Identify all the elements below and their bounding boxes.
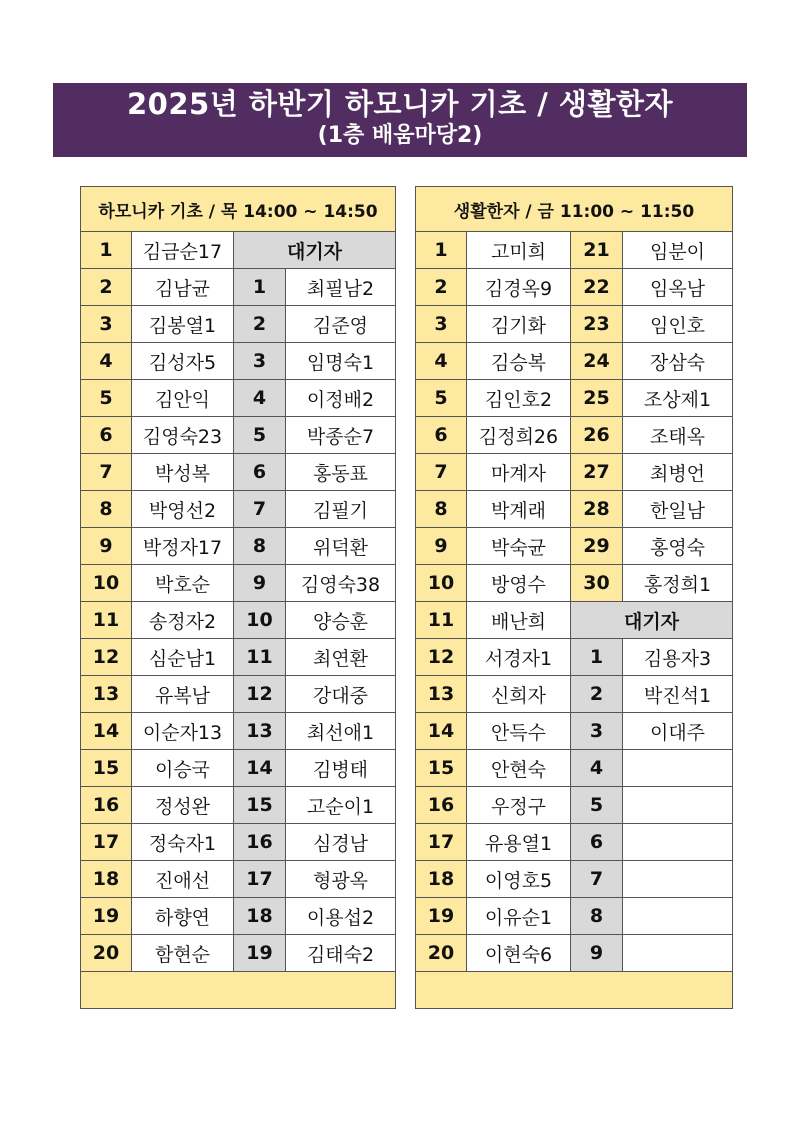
student-number: 30 — [571, 565, 623, 602]
table-row — [416, 491, 733, 528]
waitlist-name: 김영숙38 — [286, 565, 396, 602]
student-name: 김인호2 — [467, 380, 571, 417]
student-name: 김성자5 — [132, 343, 234, 380]
student-number: 10 — [416, 565, 467, 602]
waitlist-label: 대기자 — [571, 602, 733, 639]
student-number: 17 — [416, 824, 467, 861]
table-row — [416, 454, 733, 491]
waitlist-name: 최필남2 — [286, 269, 396, 306]
student-name: 장삼숙 — [623, 343, 733, 380]
table-row — [81, 935, 396, 972]
table-row — [81, 602, 396, 639]
table-row — [416, 713, 733, 750]
waitlist-name — [623, 935, 733, 972]
student-name: 박계래 — [467, 491, 571, 528]
student-name: 최병언 — [623, 454, 733, 491]
student-number: 26 — [571, 417, 623, 454]
student-number: 21 — [571, 232, 623, 269]
student-name: 박성복 — [132, 454, 234, 491]
waitlist-name: 최선애1 — [286, 713, 396, 750]
student-name: 방영수 — [467, 565, 571, 602]
student-number: 18 — [81, 861, 132, 898]
waitlist-name: 심경남 — [286, 824, 396, 861]
waitlist-number: 4 — [571, 750, 623, 787]
student-number: 23 — [571, 306, 623, 343]
student-name: 조태옥 — [623, 417, 733, 454]
student-number: 5 — [416, 380, 467, 417]
waitlist-number: 16 — [234, 824, 286, 861]
table-footer-row — [416, 972, 733, 1009]
waitlist-label: 대기자 — [234, 232, 396, 269]
waitlist-number: 7 — [571, 861, 623, 898]
table-footer — [81, 972, 396, 1009]
table-row — [416, 528, 733, 565]
student-number: 11 — [81, 602, 132, 639]
class-header: 생활한자 / 금 11:00 ~ 11:50 — [416, 187, 733, 232]
student-number: 16 — [81, 787, 132, 824]
waitlist-number: 6 — [234, 454, 286, 491]
waitlist-name: 박진석1 — [623, 676, 733, 713]
student-name: 이승국 — [132, 750, 234, 787]
table-row — [416, 676, 733, 713]
student-number: 1 — [416, 232, 467, 269]
student-number: 11 — [416, 602, 467, 639]
table-row — [416, 898, 733, 935]
waitlist-name: 양승훈 — [286, 602, 396, 639]
waitlist-number: 17 — [234, 861, 286, 898]
table-row — [81, 269, 396, 306]
student-name: 정숙자1 — [132, 824, 234, 861]
student-number: 13 — [416, 676, 467, 713]
waitlist-name — [623, 824, 733, 861]
waitlist-name: 김태숙2 — [286, 935, 396, 972]
student-number: 2 — [81, 269, 132, 306]
student-number: 24 — [571, 343, 623, 380]
hanja-schedule-table — [415, 186, 733, 1009]
waitlist-number: 5 — [234, 417, 286, 454]
waitlist-number: 12 — [234, 676, 286, 713]
student-number: 19 — [81, 898, 132, 935]
table-row — [81, 787, 396, 824]
student-name: 조상제1 — [623, 380, 733, 417]
student-name: 박숙균 — [467, 528, 571, 565]
student-number: 15 — [416, 750, 467, 787]
waitlist-number: 2 — [571, 676, 623, 713]
waitlist-name: 홍동표 — [286, 454, 396, 491]
student-name: 김안익 — [132, 380, 234, 417]
student-number: 4 — [416, 343, 467, 380]
student-name: 함현순 — [132, 935, 234, 972]
waitlist-name: 김준영 — [286, 306, 396, 343]
waitlist-name: 김필기 — [286, 491, 396, 528]
student-number: 15 — [81, 750, 132, 787]
harmonica-schedule-table — [80, 186, 396, 1009]
student-number: 28 — [571, 491, 623, 528]
student-name: 김승복 — [467, 343, 571, 380]
student-name: 신희자 — [467, 676, 571, 713]
student-name: 김영숙23 — [132, 417, 234, 454]
table-row — [81, 676, 396, 713]
table-header-row — [416, 187, 733, 232]
table-row — [81, 861, 396, 898]
student-name: 임옥남 — [623, 269, 733, 306]
student-number: 3 — [416, 306, 467, 343]
table-row — [416, 602, 733, 639]
table-row — [81, 639, 396, 676]
student-name: 홍정희1 — [623, 565, 733, 602]
table-row — [81, 306, 396, 343]
student-number: 4 — [81, 343, 132, 380]
student-number: 10 — [81, 565, 132, 602]
student-number: 17 — [81, 824, 132, 861]
waitlist-number: 13 — [234, 713, 286, 750]
student-number: 14 — [416, 713, 467, 750]
student-name: 배난희 — [467, 602, 571, 639]
student-number: 19 — [416, 898, 467, 935]
waitlist-name — [623, 750, 733, 787]
student-number: 6 — [81, 417, 132, 454]
student-name: 안현숙 — [467, 750, 571, 787]
waitlist-number: 1 — [571, 639, 623, 676]
waitlist-name: 강대중 — [286, 676, 396, 713]
student-number: 2 — [416, 269, 467, 306]
student-number: 27 — [571, 454, 623, 491]
table-row — [416, 935, 733, 972]
student-name: 한일남 — [623, 491, 733, 528]
waitlist-number: 3 — [234, 343, 286, 380]
student-number: 14 — [81, 713, 132, 750]
student-name: 박정자17 — [132, 528, 234, 565]
student-name: 박영선2 — [132, 491, 234, 528]
table-row — [81, 750, 396, 787]
student-number: 7 — [416, 454, 467, 491]
student-name: 우정구 — [467, 787, 571, 824]
waitlist-name: 임명숙1 — [286, 343, 396, 380]
student-name: 김남균 — [132, 269, 234, 306]
waitlist-number: 14 — [234, 750, 286, 787]
table-row — [416, 750, 733, 787]
student-name: 김정희26 — [467, 417, 571, 454]
table-row — [81, 898, 396, 935]
table-row — [81, 824, 396, 861]
student-number: 8 — [416, 491, 467, 528]
student-number: 3 — [81, 306, 132, 343]
table-row — [416, 306, 733, 343]
table-footer-row — [81, 972, 396, 1009]
student-number: 9 — [81, 528, 132, 565]
student-name: 안득수 — [467, 713, 571, 750]
table-row — [81, 417, 396, 454]
class-header: 하모니카 기초 / 목 14:00 ~ 14:50 — [81, 187, 396, 232]
student-name: 이순자13 — [132, 713, 234, 750]
student-name: 정성완 — [132, 787, 234, 824]
student-number: 6 — [416, 417, 467, 454]
table-row — [416, 861, 733, 898]
student-number: 12 — [416, 639, 467, 676]
student-name: 김금순17 — [132, 232, 234, 269]
student-name: 홍영숙 — [623, 528, 733, 565]
table-row — [81, 713, 396, 750]
waitlist-number: 4 — [234, 380, 286, 417]
student-number: 9 — [416, 528, 467, 565]
student-number: 20 — [81, 935, 132, 972]
waitlist-number: 8 — [571, 898, 623, 935]
table-row — [416, 343, 733, 380]
table-row — [416, 824, 733, 861]
student-number: 13 — [81, 676, 132, 713]
waitlist-name — [623, 861, 733, 898]
table-row — [416, 380, 733, 417]
waitlist-number: 5 — [571, 787, 623, 824]
waitlist-name: 김용자3 — [623, 639, 733, 676]
table-row — [81, 528, 396, 565]
student-name: 이유순1 — [467, 898, 571, 935]
student-number: 7 — [81, 454, 132, 491]
waitlist-number: 8 — [234, 528, 286, 565]
waitlist-name: 위덕환 — [286, 528, 396, 565]
table-row — [416, 639, 733, 676]
table-row — [416, 269, 733, 306]
waitlist-name: 최연환 — [286, 639, 396, 676]
student-number: 29 — [571, 528, 623, 565]
waitlist-number: 7 — [234, 491, 286, 528]
student-number: 20 — [416, 935, 467, 972]
student-name: 김기화 — [467, 306, 571, 343]
student-name: 유용열1 — [467, 824, 571, 861]
waitlist-number: 18 — [234, 898, 286, 935]
student-name: 임분이 — [623, 232, 733, 269]
table-footer — [416, 972, 733, 1009]
waitlist-number: 10 — [234, 602, 286, 639]
table-row — [81, 380, 396, 417]
student-number: 25 — [571, 380, 623, 417]
student-number: 16 — [416, 787, 467, 824]
page-title: 2025년 하반기 하모니카 기초 / 생활한자 — [127, 87, 673, 121]
student-name: 서경자1 — [467, 639, 571, 676]
student-name: 진애선 — [132, 861, 234, 898]
student-name: 송정자2 — [132, 602, 234, 639]
waitlist-name — [623, 787, 733, 824]
student-number: 8 — [81, 491, 132, 528]
student-name: 심순남1 — [132, 639, 234, 676]
student-name: 김봉열1 — [132, 306, 234, 343]
table-row — [416, 787, 733, 824]
student-name: 이영호5 — [467, 861, 571, 898]
table-row — [416, 417, 733, 454]
table-row — [81, 491, 396, 528]
student-name: 김경옥9 — [467, 269, 571, 306]
table-row — [416, 232, 733, 269]
student-name: 마계자 — [467, 454, 571, 491]
student-name: 유복남 — [132, 676, 234, 713]
waitlist-name: 형광옥 — [286, 861, 396, 898]
table-row — [81, 343, 396, 380]
waitlist-number: 19 — [234, 935, 286, 972]
waitlist-number: 11 — [234, 639, 286, 676]
student-number: 22 — [571, 269, 623, 306]
student-number: 5 — [81, 380, 132, 417]
waitlist-name: 고순이1 — [286, 787, 396, 824]
waitlist-name: 김병태 — [286, 750, 396, 787]
waitlist-name: 이용섭2 — [286, 898, 396, 935]
waitlist-number: 9 — [571, 935, 623, 972]
student-number: 18 — [416, 861, 467, 898]
waitlist-number: 15 — [234, 787, 286, 824]
student-name: 하향연 — [132, 898, 234, 935]
student-number: 12 — [81, 639, 132, 676]
waitlist-number: 6 — [571, 824, 623, 861]
student-name: 임인호 — [623, 306, 733, 343]
table-row — [81, 565, 396, 602]
waitlist-number: 2 — [234, 306, 286, 343]
title-banner — [53, 83, 747, 157]
table-header-row — [81, 187, 396, 232]
student-name: 이현숙6 — [467, 935, 571, 972]
student-number: 1 — [81, 232, 132, 269]
waitlist-name: 이정배2 — [286, 380, 396, 417]
waitlist-name: 박종순7 — [286, 417, 396, 454]
table-row — [81, 232, 396, 269]
student-name: 고미희 — [467, 232, 571, 269]
table-row — [81, 454, 396, 491]
table-row — [416, 565, 733, 602]
waitlist-number: 9 — [234, 565, 286, 602]
waitlist-name: 이대주 — [623, 713, 733, 750]
page-subtitle: (1층 배움마당2) — [317, 123, 483, 148]
waitlist-name — [623, 898, 733, 935]
waitlist-number: 1 — [234, 269, 286, 306]
student-name: 박호순 — [132, 565, 234, 602]
waitlist-number: 3 — [571, 713, 623, 750]
